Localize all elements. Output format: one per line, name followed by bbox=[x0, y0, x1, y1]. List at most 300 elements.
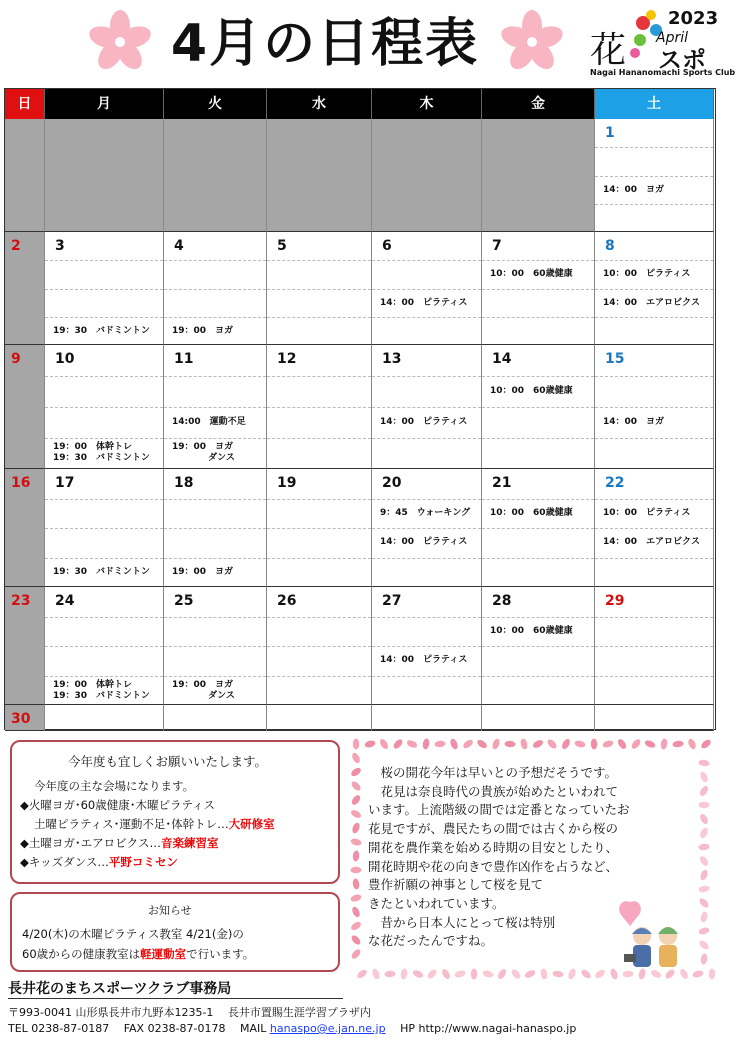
logo-kana: スポ bbox=[658, 46, 706, 74]
schedule-slot-line bbox=[595, 376, 713, 377]
schedule-slot-line bbox=[267, 407, 371, 408]
day-number: 29 bbox=[605, 593, 625, 609]
sakura-petal bbox=[699, 827, 710, 840]
schedule-slot-line bbox=[595, 676, 713, 677]
sakura-petal bbox=[491, 738, 501, 751]
schedule-slot-line bbox=[595, 289, 713, 290]
logo-year: 2023 bbox=[668, 8, 719, 29]
calendar-day-cell bbox=[372, 705, 482, 731]
day-number: 15 bbox=[605, 351, 625, 367]
logo-subtitle: Nagai Hananomachi Sports Club bbox=[590, 68, 735, 77]
event-entry: 9：45 ウォーキング bbox=[380, 508, 471, 519]
schedule-slot-line bbox=[164, 558, 266, 559]
event-entry: 19：30 バドミントン bbox=[53, 567, 150, 578]
schedule-slot-line bbox=[267, 676, 371, 677]
day-number: 27 bbox=[382, 593, 402, 609]
sakura-petal bbox=[371, 968, 381, 981]
schedule-slot-line bbox=[372, 558, 481, 559]
sakura-petal bbox=[698, 813, 709, 826]
sakura-petal bbox=[422, 738, 430, 750]
schedule-slot-line bbox=[45, 289, 163, 290]
calendar-day-cell bbox=[5, 705, 45, 731]
article-line: 昔から日本人にとって桜は特別 bbox=[368, 914, 556, 930]
calendar-day-cell bbox=[482, 469, 595, 587]
calendar-day-cell bbox=[45, 119, 164, 232]
schedule-slot-line bbox=[482, 438, 594, 439]
weekday-header: 金 bbox=[482, 89, 595, 119]
calendar-day-cell bbox=[5, 469, 45, 587]
schedule-slot-line bbox=[45, 528, 163, 529]
sakura-petal bbox=[709, 968, 716, 979]
article-line: な花だったんですね。 bbox=[368, 933, 494, 949]
calendar-day-cell bbox=[5, 345, 45, 469]
day-number: 28 bbox=[492, 593, 512, 609]
calendar-day-cell bbox=[267, 587, 372, 705]
sakura-petal bbox=[350, 934, 362, 946]
schedule-slot-line bbox=[595, 528, 713, 529]
sakura-petal bbox=[462, 738, 475, 750]
sakura-petal bbox=[350, 808, 363, 819]
sakura-petal bbox=[392, 738, 404, 750]
event-entry: 19：00 体幹トレ 19：30 バドミントン bbox=[53, 680, 150, 701]
schedule-slot-line bbox=[267, 260, 371, 261]
sakura-petal bbox=[350, 766, 363, 778]
event-entry: 14：00 ピラティス bbox=[380, 297, 468, 308]
event-entry: 19：00 体幹トレ 19：30 バドミントン bbox=[53, 442, 150, 463]
schedule-slot-line bbox=[372, 646, 481, 647]
schedule-slot-line bbox=[372, 617, 481, 618]
homepage-text: HP http://www.nagai-hanaspo.jp bbox=[385, 1022, 577, 1035]
schedule-slot-line bbox=[372, 499, 481, 500]
schedule-slot-line bbox=[595, 407, 713, 408]
event-entry: 19：00 ヨガ ダンス bbox=[172, 442, 235, 463]
office-address: 〒993-0041 山形県長井市九野本1235-1 長井市置賜生涯学習プラザ内 bbox=[8, 1006, 371, 1019]
calendar-day-cell bbox=[45, 232, 164, 345]
sakura-petal bbox=[687, 738, 697, 751]
venue-name-keiundo: 軽運動室 bbox=[140, 947, 187, 961]
weekday-header: 月 bbox=[45, 89, 164, 119]
sakura-petal bbox=[378, 738, 389, 751]
day-number: 13 bbox=[382, 351, 402, 367]
sakura-petal bbox=[660, 738, 668, 750]
schedule-slot-line bbox=[267, 499, 371, 500]
calendar-day-cell bbox=[482, 345, 595, 469]
schedule-slot-line bbox=[45, 317, 163, 318]
venue-notice-box bbox=[10, 740, 340, 884]
sakura-petal bbox=[351, 822, 361, 835]
sakura-petal bbox=[350, 920, 363, 931]
weekday-header: 水 bbox=[267, 89, 372, 119]
schedule-slot-line bbox=[372, 438, 481, 439]
venue-line-2: 土曜ピラティス･運動不足･体幹トレ…大研修室 bbox=[34, 817, 275, 831]
sakura-petal bbox=[602, 739, 614, 748]
calendar-day-cell bbox=[372, 587, 482, 705]
schedule-slot-line bbox=[164, 438, 266, 439]
calendar-day-cell bbox=[5, 587, 45, 705]
event-entry: 14：00 エアロビクス bbox=[603, 297, 700, 308]
article-line: 花見ですが、農民たちの間では古くから桜の bbox=[368, 821, 619, 837]
schedule-slot-line bbox=[595, 317, 713, 318]
sakura-petal bbox=[644, 739, 657, 749]
sakura-petal bbox=[496, 968, 507, 981]
event-entry: 19：00 ヨガ bbox=[172, 567, 234, 578]
schedule-slot-line bbox=[45, 676, 163, 677]
venue-intro-text: 今年度の主な会場になります。 bbox=[34, 779, 195, 793]
sakura-petal bbox=[471, 968, 478, 979]
calendar-day-cell bbox=[5, 119, 45, 232]
schedule-slot-line bbox=[482, 558, 594, 559]
event-entry: 10：00 60歳健康 bbox=[490, 386, 573, 396]
sakura-petal bbox=[510, 968, 522, 981]
day-number: 14 bbox=[492, 351, 512, 367]
event-entry: 19：00 ヨガ bbox=[172, 325, 234, 336]
calendar-day-cell bbox=[372, 232, 482, 345]
event-entry: 10：00 60歳健康 bbox=[490, 268, 573, 279]
announcement-line-1: 4/20(木)の木曜ピラティス教室 4/21(金)の bbox=[22, 927, 244, 941]
office-name: 長井花のまちスポーツクラブ事務局 bbox=[8, 981, 232, 997]
schedule-slot-line bbox=[482, 407, 594, 408]
day-number: 25 bbox=[174, 593, 194, 609]
schedule-slot-line bbox=[45, 438, 163, 439]
sakura-petal bbox=[350, 893, 362, 902]
sakura-petal bbox=[698, 897, 710, 909]
sakura-petal bbox=[540, 968, 548, 980]
day-number: 7 bbox=[492, 238, 502, 254]
sakura-petal bbox=[352, 850, 360, 862]
day-number: 20 bbox=[382, 475, 402, 491]
club-logo bbox=[588, 6, 735, 84]
calendar-day-cell bbox=[45, 705, 164, 731]
weekday-header: 日 bbox=[5, 89, 45, 119]
sakura-petal bbox=[524, 969, 537, 979]
sakura-petal bbox=[580, 968, 593, 980]
sakura-petal bbox=[692, 970, 704, 979]
schedule-slot-line bbox=[45, 376, 163, 377]
schedule-slot-line bbox=[595, 147, 713, 148]
cherry-blossom-icon bbox=[500, 10, 564, 74]
sakura-petal bbox=[350, 867, 361, 874]
logo-dot-green bbox=[634, 34, 646, 46]
calendar-day-cell bbox=[5, 232, 45, 345]
logo-month: April bbox=[656, 30, 688, 46]
schedule-slot-line bbox=[595, 204, 713, 205]
sakura-petal bbox=[350, 780, 362, 792]
schedule-slot-line bbox=[267, 289, 371, 290]
schedule-slot-line bbox=[595, 617, 713, 618]
sakura-petal bbox=[440, 968, 451, 981]
schedule-slot-line bbox=[267, 317, 371, 318]
schedule-slot-line bbox=[45, 260, 163, 261]
sakura-petal bbox=[384, 970, 396, 977]
schedule-slot-line bbox=[45, 558, 163, 559]
schedule-slot-line bbox=[482, 499, 594, 500]
day-number: 22 bbox=[605, 475, 625, 491]
sakura-petal bbox=[591, 738, 598, 749]
schedule-slot-line bbox=[372, 260, 481, 261]
day-number: 6 bbox=[382, 238, 392, 254]
sakura-petal bbox=[412, 969, 425, 980]
event-entry: 19：30 バドミントン bbox=[53, 325, 150, 336]
schedule-slot-line bbox=[164, 676, 266, 677]
day-number: 4 bbox=[174, 238, 184, 254]
day-number: 3 bbox=[55, 238, 65, 254]
article-line: 花見は奈良時代の貴族が始めたといわれて bbox=[368, 783, 619, 799]
event-entry: 10：00 ピラティス bbox=[603, 508, 691, 519]
sakura-petal bbox=[434, 740, 446, 748]
sakura-petal bbox=[699, 771, 709, 784]
sakura-petal bbox=[350, 794, 362, 807]
schedule-slot-line bbox=[482, 676, 594, 677]
schedule-slot-line bbox=[267, 528, 371, 529]
schedule-slot-line bbox=[482, 376, 594, 377]
sakura-petal bbox=[700, 738, 713, 750]
sakura-petal bbox=[698, 802, 709, 809]
schedule-slot-line bbox=[372, 528, 481, 529]
event-entry: 14：00 ヨガ bbox=[603, 417, 665, 427]
day-number: 21 bbox=[492, 475, 512, 491]
sakura-info-panel bbox=[348, 736, 712, 982]
calendar-day-cell bbox=[267, 469, 372, 587]
calendar-day-cell bbox=[267, 119, 372, 232]
weekday-header: 土 bbox=[595, 89, 714, 119]
sakura-petal bbox=[698, 785, 709, 798]
calendar-grid bbox=[4, 88, 716, 730]
article-line: 桜の開花今年は早いとの予想だそうです。 bbox=[368, 765, 618, 780]
schedule-slot-line bbox=[45, 407, 163, 408]
sakura-petal bbox=[560, 738, 571, 751]
schedule-slot-line bbox=[372, 676, 481, 677]
schedule-slot-line bbox=[267, 646, 371, 647]
day-number: 11 bbox=[174, 351, 194, 367]
calendar-day-cell bbox=[595, 587, 714, 705]
schedule-slot-line bbox=[372, 376, 481, 377]
day-number: 16 bbox=[11, 475, 31, 491]
sakura-petal bbox=[482, 969, 494, 978]
sakura-petal bbox=[616, 738, 627, 751]
schedule-slot-line bbox=[267, 438, 371, 439]
calendar-day-cell bbox=[595, 232, 714, 345]
schedule-slot-line bbox=[595, 260, 713, 261]
day-number: 19 bbox=[277, 475, 297, 491]
day-number: 23 bbox=[11, 593, 31, 609]
sakura-petal bbox=[594, 968, 607, 980]
sakura-petal bbox=[700, 953, 708, 965]
day-number: 18 bbox=[174, 475, 194, 491]
schedule-slot-line bbox=[164, 376, 266, 377]
event-entry: 14:00 運動不足 bbox=[172, 417, 246, 427]
calendar-day-cell bbox=[372, 119, 482, 232]
sakura-petal bbox=[698, 843, 710, 850]
calendar-day-cell bbox=[595, 345, 714, 469]
schedule-slot-line bbox=[164, 289, 266, 290]
schedule-slot-line bbox=[267, 617, 371, 618]
day-number: 30 bbox=[11, 711, 31, 727]
article-line: 開花を農作業を始める時期の目安としたり、 bbox=[368, 839, 619, 855]
schedule-slot-line bbox=[267, 558, 371, 559]
calendar-day-cell bbox=[482, 232, 595, 345]
footer-divider bbox=[8, 998, 343, 999]
sakura-petal bbox=[400, 968, 408, 980]
schedule-slot-line bbox=[482, 289, 594, 290]
venue-line-1: ◆火曜ヨガ･60歳健康･木曜ピラティス bbox=[20, 798, 216, 812]
announcement-box bbox=[10, 892, 340, 972]
day-number: 8 bbox=[605, 238, 615, 254]
office-contact: TEL 0238-87-0187 FAX 0238-87-0178 MAIL hanaspo@e.jan.ne.jp HP http://www.nagai-hanaspo.jp bbox=[8, 1022, 577, 1035]
event-entry: 14：00 ピラティス bbox=[380, 655, 468, 666]
calendar-day-cell bbox=[45, 587, 164, 705]
day-number: 2 bbox=[11, 238, 21, 254]
event-entry: 14：00 エアロビクス bbox=[603, 537, 700, 548]
schedule-slot-line bbox=[482, 617, 594, 618]
logo-dot-yellow bbox=[646, 10, 656, 20]
event-entry: 14：00 ヨガ bbox=[603, 184, 665, 195]
sakura-petal bbox=[698, 926, 710, 935]
calendar-day-cell bbox=[164, 469, 267, 587]
calendar-day-cell bbox=[595, 469, 714, 587]
schedule-slot-line bbox=[595, 176, 713, 177]
schedule-slot-line bbox=[164, 499, 266, 500]
day-number: 10 bbox=[55, 351, 75, 367]
schedule-slot-line bbox=[482, 317, 594, 318]
venue-name-hirano: 平野コミセン bbox=[108, 855, 178, 869]
day-number: 17 bbox=[55, 475, 75, 491]
sakura-petal bbox=[350, 948, 362, 961]
schedule-slot-line bbox=[164, 407, 266, 408]
day-number: 12 bbox=[277, 351, 297, 367]
calendar-day-cell bbox=[164, 119, 267, 232]
sakura-petal bbox=[699, 911, 708, 923]
schedule-slot-line bbox=[164, 317, 266, 318]
cherry-blossom-icon bbox=[88, 10, 152, 74]
header bbox=[0, 0, 735, 88]
schedule-slot-line bbox=[482, 528, 594, 529]
announcement-heading: お知らせ bbox=[148, 904, 192, 917]
calendar-day-cell bbox=[482, 705, 595, 731]
calendar-day-cell bbox=[267, 345, 372, 469]
event-entry: 14：00 ピラティス bbox=[380, 537, 468, 548]
event-entry: 10：00 60歳健康 bbox=[490, 626, 573, 637]
article-line: きたといわれています。 bbox=[368, 895, 505, 911]
logo-kanji: 花 bbox=[590, 30, 627, 71]
sakura-petal bbox=[698, 885, 710, 893]
weekday-header: 火 bbox=[164, 89, 267, 119]
schedule-slot-line bbox=[164, 260, 266, 261]
sakura-petal bbox=[504, 740, 515, 747]
sakura-petal bbox=[574, 740, 586, 749]
calendar-day-cell bbox=[482, 587, 595, 705]
calendar-day-cell bbox=[267, 705, 372, 731]
schedule-slot-line bbox=[482, 260, 594, 261]
calendar-day-cell bbox=[595, 119, 714, 232]
day-number: 26 bbox=[277, 593, 297, 609]
sakura-petal bbox=[698, 759, 710, 767]
calendar-day-cell bbox=[45, 469, 164, 587]
mail-link[interactable]: hanaspo@e.jan.ne.jp bbox=[269, 1022, 386, 1035]
sakura-petal bbox=[476, 738, 489, 750]
schedule-slot-line bbox=[372, 317, 481, 318]
sakura-petal bbox=[520, 738, 529, 750]
schedule-slot-line bbox=[482, 646, 594, 647]
sakura-petal bbox=[449, 738, 459, 751]
sakura-petal bbox=[364, 739, 376, 748]
logo-dot-pink bbox=[630, 48, 640, 58]
event-entry: 14：00 ピラティス bbox=[380, 417, 468, 427]
calendar-day-cell bbox=[482, 119, 595, 232]
sakura-petal bbox=[567, 968, 577, 981]
sakura-petal bbox=[699, 869, 709, 882]
schedule-slot-line bbox=[45, 617, 163, 618]
sakura-petal bbox=[552, 970, 564, 978]
calendar-day-cell bbox=[372, 469, 482, 587]
schedule-slot-line bbox=[372, 289, 481, 290]
sakura-petal bbox=[353, 739, 359, 750]
sakura-petal bbox=[630, 738, 642, 751]
sakura-petal bbox=[351, 752, 362, 765]
venue-name-ongaku: 音楽練習室 bbox=[160, 836, 219, 850]
article-line: 豊作祈願の神事として桜を見て bbox=[368, 877, 544, 893]
schedule-slot-line bbox=[267, 376, 371, 377]
schedule-slot-line bbox=[595, 499, 713, 500]
schedule-slot-line bbox=[595, 438, 713, 439]
day-number: 9 bbox=[11, 351, 21, 367]
schedule-slot-line bbox=[164, 646, 266, 647]
schedule-slot-line bbox=[45, 646, 163, 647]
article-line: 開花時期や花の向きで豊作凶作を占うなど、 bbox=[368, 858, 619, 874]
sakura-petal bbox=[454, 969, 466, 978]
day-number: 5 bbox=[277, 238, 287, 254]
schedule-slot-line bbox=[164, 617, 266, 618]
sakura-petal bbox=[532, 739, 545, 750]
calendar-day-cell bbox=[164, 345, 267, 469]
announcement-line-2: 60歳からの健康教室は軽運動室で行います。 bbox=[22, 947, 255, 961]
calendar-day-cell bbox=[164, 705, 267, 731]
day-number: 1 bbox=[605, 125, 615, 141]
calendar-day-cell bbox=[267, 232, 372, 345]
calendar-day-cell bbox=[595, 705, 714, 731]
sakura-petal bbox=[351, 906, 362, 919]
event-entry: 19：00 ヨガ ダンス bbox=[172, 680, 235, 701]
calendar-day-cell bbox=[45, 345, 164, 469]
schedule-slot-line bbox=[595, 646, 713, 647]
calendar-day-cell bbox=[164, 232, 267, 345]
sakura-petal bbox=[672, 740, 684, 748]
sakura-petal bbox=[546, 738, 558, 750]
sakura-petal bbox=[356, 968, 369, 980]
sakura-petal bbox=[350, 838, 362, 847]
sakura-petal bbox=[352, 878, 360, 890]
venue-line-4: ◆キッズダンス…平野コミセン bbox=[20, 855, 178, 869]
sakura-petal bbox=[426, 968, 438, 980]
couple-illustration-icon bbox=[616, 900, 692, 972]
schedule-slot-line bbox=[164, 528, 266, 529]
sakura-petal bbox=[698, 939, 711, 951]
sakura-petal bbox=[406, 739, 419, 750]
calendar-day-cell bbox=[164, 587, 267, 705]
venue-line-3: ◆土曜ヨガ･エアロビクス…音楽練習室 bbox=[20, 836, 219, 850]
calendar-day-cell bbox=[372, 345, 482, 469]
schedule-slot-line bbox=[372, 407, 481, 408]
sakura-petal bbox=[698, 855, 710, 868]
event-entry: 10：00 ピラティス bbox=[603, 268, 691, 279]
greeting-text: 今年度も宜しくお願いいたします。 bbox=[68, 754, 268, 769]
page-title: 4月の日程表 bbox=[170, 14, 480, 74]
day-number: 24 bbox=[55, 593, 75, 609]
event-entry: 10：00 60歳健康 bbox=[490, 508, 573, 519]
schedule-slot-line bbox=[595, 558, 713, 559]
article-line: います。上流階級の間では定番となっていたお bbox=[368, 802, 630, 818]
weekday-header: 木 bbox=[372, 89, 482, 119]
venue-name-daikenshu: 大研修室 bbox=[228, 817, 275, 831]
